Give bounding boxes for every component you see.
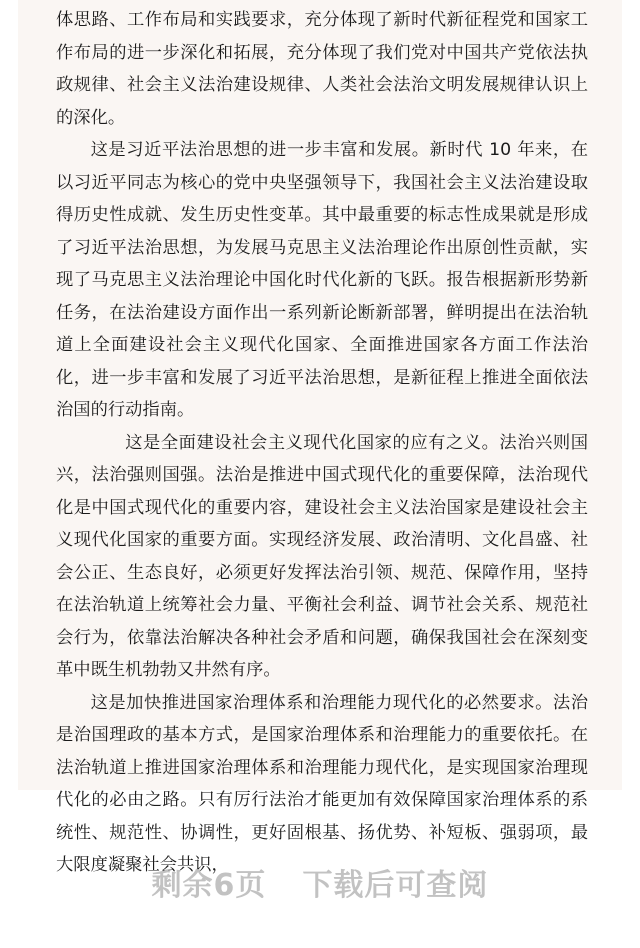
paragraph-modernization: 这是全面建设社会主义现代化国家的应有之义。法治兴则国兴，法治强则国强。法治是推进中国式现代化的重要保障，法治现代化是中国式现代化的重要内容，建设社会主义法治国家是建设社会主义现代化国家的重要方面。实现经济发展、政治清明、文化昌盛、社会公正、生态良好，必须更好发挥法治引领、规范、保障作用，坚持在法治轨道上统筹社会力量、平衡社会利益、调节社会关系、规范社会行为，依靠法治解决各种社会矛盾和问题，确保我国社会在深刻变革中既生机勃勃又井然有序。 <box>56 432 588 680</box>
remaining-pages-label: 剩余6页 <box>151 868 267 903</box>
paragraph-governance: 这是加快推进国家治理体系和治理能力现代化的必然要求。法治是治国理政的基本方式，是国家治理体系和治理能力的重要依托。在法治轨道上推进国家治理体系和治理能力现代化，是实现国家治理现代化的必由之路。只有厉行法治才能更加有效保障国家治理体系的系统性、规范性、协调性，更好固根基、扬优势、补短板、强弱项，最大限度凝聚社会共识， <box>56 692 588 875</box>
download-prompt[interactable] <box>0 860 640 904</box>
paragraph-continued: 体思路、工作布局和实践要求，充分体现了新时代新征程党和国家工作布局的进一步深化和拓展，充分体现了我们党对中国共产党依法执政规律、社会主义法治建设规律、人类社会法治文明发展规律认识上的深化。 <box>56 10 588 128</box>
download-hint-label: 下载后可查阅 <box>302 868 489 903</box>
document-body <box>56 4 588 882</box>
paragraph-legal-thought: 这是习近平法治思想的进一步丰富和发展。新时代 10 年来，在以习近平同志为核心的党中央坚强领导下，我国社会主义法治建设取得历史性成就、发生历史性变革。其中最重要的标志性成果就是形成了习近平法治思想，为发展马克思主义法治理论作出原创性贡献，实现了马克思主义法治理论中国化时代化新的飞跃。报告根据新形势新任务，在法治建设方面作出一系列新论断新部署，鲜明提出在法治轨道上全面建设社会主义现代化国家、全面推进国家各方面工作法治化，进一步丰富和发展了习近平法治思想，是新征程上推进全面依法治国的行动指南。 <box>56 140 588 420</box>
